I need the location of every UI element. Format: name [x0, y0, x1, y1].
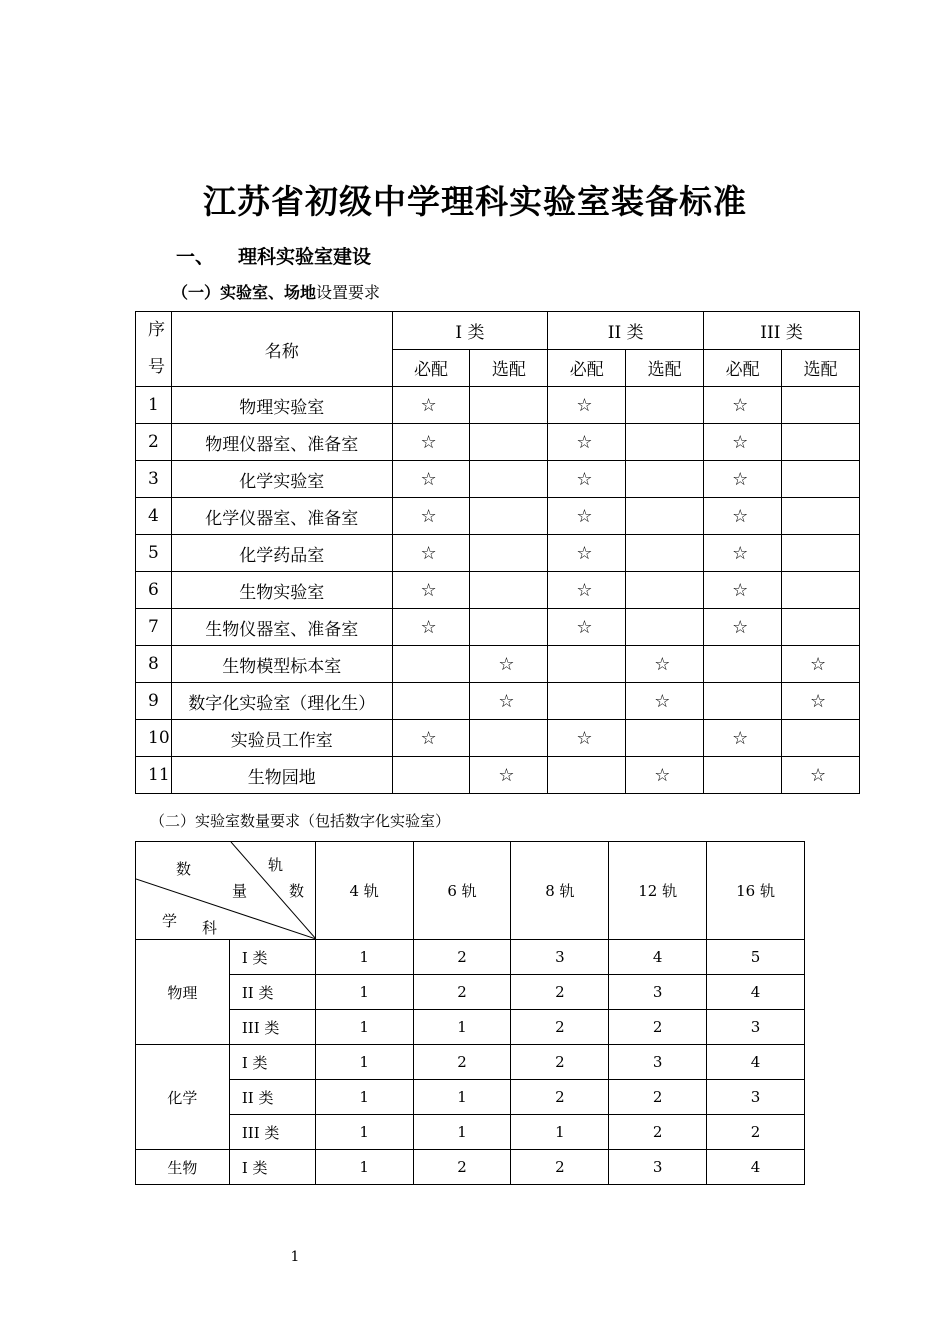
lab-setup-table — [135, 311, 860, 794]
count-cell: 4 — [707, 1150, 805, 1185]
empty-cell — [782, 720, 860, 757]
row-name: 物理仪器室、准备室 — [171, 424, 392, 461]
empty-cell — [470, 461, 548, 498]
row-name: 生物实验室 — [171, 572, 392, 609]
empty-cell — [470, 535, 548, 572]
star-mark: ☆ — [548, 461, 626, 498]
empty-cell — [704, 646, 782, 683]
star-mark: ☆ — [782, 646, 860, 683]
table-row — [136, 535, 860, 572]
star-mark: ☆ — [782, 757, 860, 794]
row-name: 实验员工作室 — [171, 720, 392, 757]
count-cell: 1 — [413, 1010, 511, 1045]
table-row — [136, 720, 860, 757]
row-seq: 6 — [136, 572, 172, 609]
lab-setup-rows — [136, 387, 860, 794]
empty-cell — [626, 424, 704, 461]
corner-subject-1: 学 — [162, 912, 178, 930]
star-mark: ☆ — [704, 387, 782, 424]
empty-cell — [626, 498, 704, 535]
empty-cell — [470, 609, 548, 646]
empty-cell — [470, 498, 548, 535]
star-mark: ☆ — [392, 498, 470, 535]
table-row — [136, 1010, 805, 1045]
table-row — [136, 940, 805, 975]
star-mark: ☆ — [392, 609, 470, 646]
count-cell: 1 — [413, 1080, 511, 1115]
empty-cell — [626, 609, 704, 646]
count-cell: 2 — [413, 975, 511, 1010]
empty-cell — [782, 498, 860, 535]
table-row — [136, 1045, 805, 1080]
subject-cell: 化学 — [136, 1045, 230, 1150]
star-mark: ☆ — [470, 683, 548, 720]
star-mark: ☆ — [704, 424, 782, 461]
count-cell: 3 — [707, 1010, 805, 1045]
count-cell: 2 — [413, 1150, 511, 1185]
star-mark: ☆ — [704, 461, 782, 498]
empty-cell — [782, 609, 860, 646]
star-mark: ☆ — [392, 387, 470, 424]
row-seq: 10 — [136, 720, 172, 757]
required-header: 必配 — [548, 349, 626, 387]
class-cell: II 类 — [229, 1080, 315, 1115]
empty-cell — [782, 387, 860, 424]
count-cell: 5 — [707, 940, 805, 975]
count-cell: 2 — [413, 1045, 511, 1080]
row-name: 物理实验室 — [171, 387, 392, 424]
star-mark: ☆ — [548, 535, 626, 572]
row-name: 生物园地 — [171, 757, 392, 794]
corner-subject-2: 科 — [202, 919, 218, 937]
row-seq: 5 — [136, 535, 172, 572]
count-cell: 1 — [315, 975, 413, 1010]
star-mark: ☆ — [548, 387, 626, 424]
count-cell: 3 — [609, 1045, 707, 1080]
empty-cell — [782, 424, 860, 461]
lab-quantity-table — [135, 841, 805, 1185]
count-cell: 1 — [315, 1010, 413, 1045]
optional-header: 选配 — [782, 349, 860, 387]
star-mark: ☆ — [704, 720, 782, 757]
count-cell: 1 — [315, 1045, 413, 1080]
star-mark: ☆ — [704, 609, 782, 646]
class3-header: III 类 — [704, 312, 860, 350]
empty-cell — [392, 757, 470, 794]
subject-cell: 物理 — [136, 940, 230, 1045]
star-mark: ☆ — [392, 720, 470, 757]
count-cell: 3 — [609, 975, 707, 1010]
class-cell: I 类 — [229, 1150, 315, 1185]
optional-header: 选配 — [626, 349, 704, 387]
lab-quantity-rows — [136, 940, 805, 1185]
table-row — [136, 609, 860, 646]
empty-cell — [626, 535, 704, 572]
class-cell: III 类 — [229, 1115, 315, 1150]
row-name: 化学实验室 — [171, 461, 392, 498]
count-cell: 2 — [707, 1115, 805, 1150]
star-mark: ☆ — [626, 683, 704, 720]
row-name: 生物模型标本室 — [171, 646, 392, 683]
count-cell: 1 — [413, 1115, 511, 1150]
subsection-bold: 实验室、场地 — [220, 283, 317, 302]
star-mark: ☆ — [392, 535, 470, 572]
star-mark: ☆ — [548, 498, 626, 535]
empty-cell — [548, 646, 626, 683]
empty-cell — [626, 387, 704, 424]
count-cell: 1 — [315, 940, 413, 975]
count-cell: 4 — [707, 975, 805, 1010]
track-col-header: 8 轨 — [511, 842, 609, 940]
star-mark: ☆ — [704, 535, 782, 572]
class-cell: III 类 — [229, 1010, 315, 1045]
row-name: 数字化实验室（理化生） — [171, 683, 392, 720]
count-cell: 2 — [609, 1080, 707, 1115]
subject-cell: 生物 — [136, 1150, 230, 1185]
count-cell: 2 — [511, 975, 609, 1010]
row-seq: 8 — [136, 646, 172, 683]
table-row — [136, 424, 860, 461]
table-row — [136, 1080, 805, 1115]
empty-cell — [626, 572, 704, 609]
star-mark: ☆ — [548, 572, 626, 609]
star-mark: ☆ — [626, 757, 704, 794]
corner-quantity-1: 数 — [176, 860, 192, 878]
name-header: 名称 — [171, 312, 392, 387]
track-col-header: 16 轨 — [707, 842, 805, 940]
corner-track-1: 轨 — [268, 856, 284, 874]
star-mark: ☆ — [626, 646, 704, 683]
row-name: 生物仪器室、准备室 — [171, 609, 392, 646]
count-cell: 1 — [315, 1080, 413, 1115]
section-heading — [176, 242, 371, 269]
table-row — [136, 975, 805, 1010]
star-mark: ☆ — [470, 757, 548, 794]
class-cell: I 类 — [229, 1045, 315, 1080]
empty-cell — [704, 757, 782, 794]
subsection-prefix: （一） — [172, 283, 221, 302]
table-row — [136, 387, 860, 424]
class-cell: II 类 — [229, 975, 315, 1010]
required-header: 必配 — [704, 349, 782, 387]
count-cell: 2 — [511, 1080, 609, 1115]
star-mark: ☆ — [392, 461, 470, 498]
empty-cell — [626, 720, 704, 757]
count-cell: 2 — [413, 940, 511, 975]
empty-cell — [392, 683, 470, 720]
count-cell: 2 — [511, 1150, 609, 1185]
diagonal-header-cell — [136, 842, 316, 940]
count-cell: 4 — [707, 1045, 805, 1080]
star-mark: ☆ — [704, 572, 782, 609]
star-mark: ☆ — [470, 646, 548, 683]
subsection-rest: 设置要求 — [316, 283, 381, 302]
class1-header: I 类 — [392, 312, 548, 350]
row-seq: 3 — [136, 461, 172, 498]
row-seq: 11 — [136, 757, 172, 794]
star-mark: ☆ — [548, 424, 626, 461]
row-seq: 9 — [136, 683, 172, 720]
empty-cell — [782, 535, 860, 572]
empty-cell — [548, 757, 626, 794]
table-row — [136, 498, 860, 535]
count-cell: 1 — [315, 1115, 413, 1150]
count-cell: 1 — [315, 1150, 413, 1185]
corner-quantity-2: 量 — [232, 882, 248, 900]
empty-cell — [626, 461, 704, 498]
table-row — [136, 757, 860, 794]
subsection-heading — [172, 280, 380, 303]
star-mark: ☆ — [548, 720, 626, 757]
table2-caption: （二）实验室数量要求（包括数字化实验室） — [150, 812, 451, 830]
count-cell: 2 — [609, 1010, 707, 1045]
row-seq: 1 — [136, 387, 172, 424]
count-cell: 1 — [511, 1115, 609, 1150]
star-mark: ☆ — [548, 609, 626, 646]
table-row — [136, 1115, 805, 1150]
section-number: 一、 — [176, 246, 215, 268]
seq-header: 序 号 — [136, 312, 172, 387]
class2-header: II 类 — [548, 312, 704, 350]
empty-cell — [392, 646, 470, 683]
table-row — [136, 461, 860, 498]
count-cell: 3 — [609, 1150, 707, 1185]
star-mark: ☆ — [392, 572, 470, 609]
star-mark: ☆ — [704, 498, 782, 535]
optional-header: 选配 — [470, 349, 548, 387]
empty-cell — [470, 387, 548, 424]
empty-cell — [470, 720, 548, 757]
count-cell: 3 — [707, 1080, 805, 1115]
empty-cell — [470, 424, 548, 461]
row-seq: 2 — [136, 424, 172, 461]
table-row — [136, 572, 860, 609]
empty-cell — [782, 461, 860, 498]
count-cell: 3 — [511, 940, 609, 975]
required-header: 必配 — [392, 349, 470, 387]
table-row — [136, 646, 860, 683]
empty-cell — [548, 683, 626, 720]
count-cell: 2 — [511, 1045, 609, 1080]
row-name: 化学仪器室、准备室 — [171, 498, 392, 535]
section-label: 理科实验室建设 — [238, 246, 372, 268]
empty-cell — [782, 572, 860, 609]
page-title: 江苏省初级中学理科实验室装备标准 — [203, 182, 747, 221]
count-cell: 2 — [609, 1115, 707, 1150]
page-number: 1 — [290, 1249, 300, 1265]
table-row — [136, 1150, 805, 1185]
row-seq: 4 — [136, 498, 172, 535]
corner-track-2: 数 — [289, 882, 305, 900]
empty-cell — [704, 683, 782, 720]
empty-cell — [470, 572, 548, 609]
class-cell: I 类 — [229, 940, 315, 975]
row-name: 化学药品室 — [171, 535, 392, 572]
track-col-header: 6 轨 — [413, 842, 511, 940]
star-mark: ☆ — [782, 683, 860, 720]
count-cell: 2 — [511, 1010, 609, 1045]
table-row — [136, 683, 860, 720]
track-col-header: 12 轨 — [609, 842, 707, 940]
star-mark: ☆ — [392, 424, 470, 461]
track-col-header: 4 轨 — [315, 842, 413, 940]
count-cell: 4 — [609, 940, 707, 975]
row-seq: 7 — [136, 609, 172, 646]
